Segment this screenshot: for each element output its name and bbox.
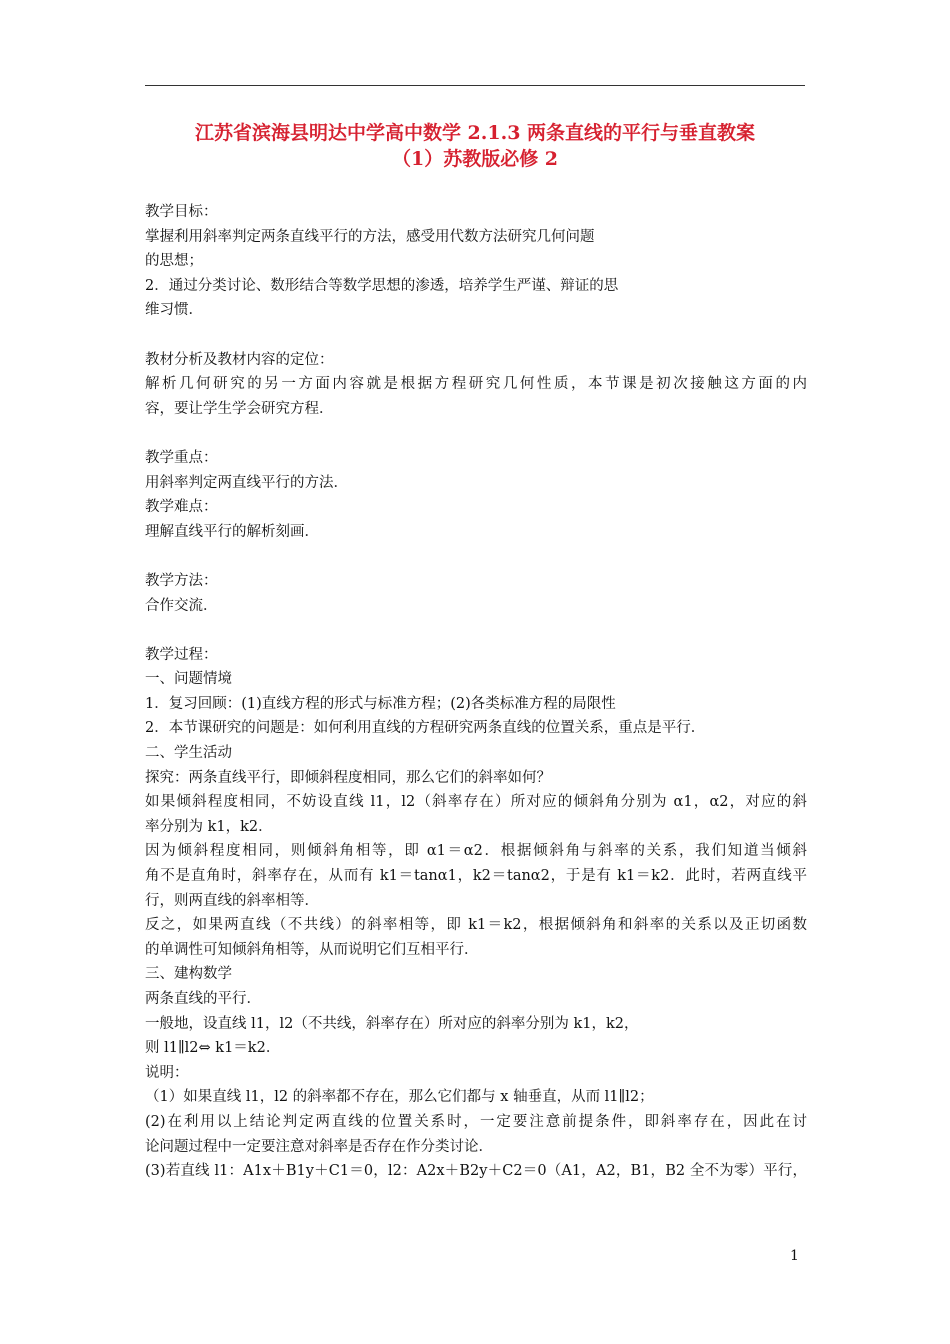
paragraph-line: 理解直线平行的解析刻画． — [145, 523, 319, 540]
blank-line — [145, 421, 807, 446]
paragraph-line: 维习惯． — [145, 302, 203, 319]
section-heading: 一、问题情境 — [145, 671, 232, 688]
paragraph-line: 2．本节课研究的问题是：如何利用直线的方程研究两条直线的位置关系，重点是平行． — [145, 720, 706, 737]
paragraph-line: 一般地，设直线 l1，l2（不共线，斜率存在）所对应的斜率分别为 k1，k2， — [145, 1015, 639, 1032]
page-number: 1 — [790, 1248, 799, 1264]
header-rule — [145, 85, 805, 86]
paragraph-line: 论问题过程中一定要注意对斜率是否存在作分类讨论． — [145, 1138, 493, 1155]
paragraph-line: 反之，如果两直线（不共线）的斜率相等，即 k1＝k2，根据倾斜角和斜率的关系以及正切函数 — [145, 917, 807, 934]
paragraph-line: 如果倾斜程度相同，不妨设直线 l1，l2（斜率存在）所对应的倾斜角分别为 α1，α2，对应的斜 — [145, 794, 807, 811]
paragraph-line: 因为倾斜程度相同，则倾斜角相等，即 α1＝α2．根据倾斜角与斜率的关系，我们知道当倾斜 — [145, 843, 807, 860]
blank-line — [145, 544, 807, 569]
paragraph-line: 掌握利用斜率判定两条直线平行的方法，感受用代数方法研究几何问题 — [145, 228, 595, 245]
blank-line — [145, 618, 807, 643]
paragraph-line: 解析几何研究的另一方面内容就是根据方程研究几何性质，本节课是初次接触这方面的内 — [145, 376, 807, 393]
paragraph-line: (3)若直线 l1：A1x＋B1y＋C1＝0，l2：A2x＋B2y＋C2＝0（A1，A2，B1，B2 全不为零）平行， — [145, 1163, 807, 1180]
paragraph-line: 1．复习回顾：(1)直线方程的形式与标准方程；(2)各类标准方程的局限性 — [145, 695, 616, 712]
paragraph-line: 率分别为 k1，k2． — [145, 818, 273, 835]
paragraph-line: 2．通过分类讨论、数形结合等数学思想的渗透，培养学生严谨、辩证的思 — [145, 277, 619, 294]
note-heading: 说明： — [145, 1064, 189, 1081]
document-body — [145, 200, 807, 1184]
paragraph-line: 用斜率判定两直线平行的方法． — [145, 474, 348, 491]
paragraph-line: 合作交流． — [145, 597, 218, 614]
paragraph-line: 的单调性可知倾斜角相等，从而说明它们互相平行． — [145, 941, 479, 958]
keypoint-heading: 教学重点： — [145, 449, 218, 466]
title-line-2: （1）苏教版必修 2 — [391, 148, 559, 170]
paragraph-line: (2)在利用以上结论判定两直线的位置关系时，一定要注意前提条件，即斜率存在，因此在讨 — [145, 1113, 807, 1130]
section-heading: 三、建构数学 — [145, 966, 232, 983]
analysis-heading: 教材分析及教材内容的定位： — [145, 351, 334, 368]
goals-heading: 教学目标： — [145, 204, 218, 220]
paragraph-line: 两条直线的平行． — [145, 991, 261, 1007]
paragraph-line: 的思想； — [145, 253, 203, 270]
process-heading: 教学过程： — [145, 646, 218, 663]
paragraph-line: （1）如果直线 l1，l2 的斜率都不存在，那么它们都与 x 轴垂直，从而 l1∥l2； — [145, 1089, 654, 1106]
document-title — [145, 120, 805, 172]
method-heading: 教学方法： — [145, 572, 218, 589]
blank-line — [145, 323, 807, 348]
section-heading: 二、学生活动 — [145, 745, 232, 762]
paragraph-line: 角不是直角时，斜率存在，从而有 k1＝tanα1，k2＝tanα2，于是有 k1＝k2．此时，若两直线平 — [145, 868, 807, 885]
paragraph-line: 探究：两条直线平行，即倾斜程度相同，那么它们的斜率如何？ — [145, 769, 551, 786]
title-line-1: 江苏省滨海县明达中学高中数学 2.1.3 两条直线的平行与垂直教案 — [194, 122, 756, 144]
paragraph-line: 容，要让学生学会研究方程． — [145, 400, 334, 417]
difficulty-heading: 教学难点： — [145, 499, 218, 516]
paragraph-line: 则 l1∥l2⇔ k1＝k2． — [145, 1040, 281, 1057]
paragraph-line: 行，则两直线的斜率相等． — [145, 892, 319, 909]
